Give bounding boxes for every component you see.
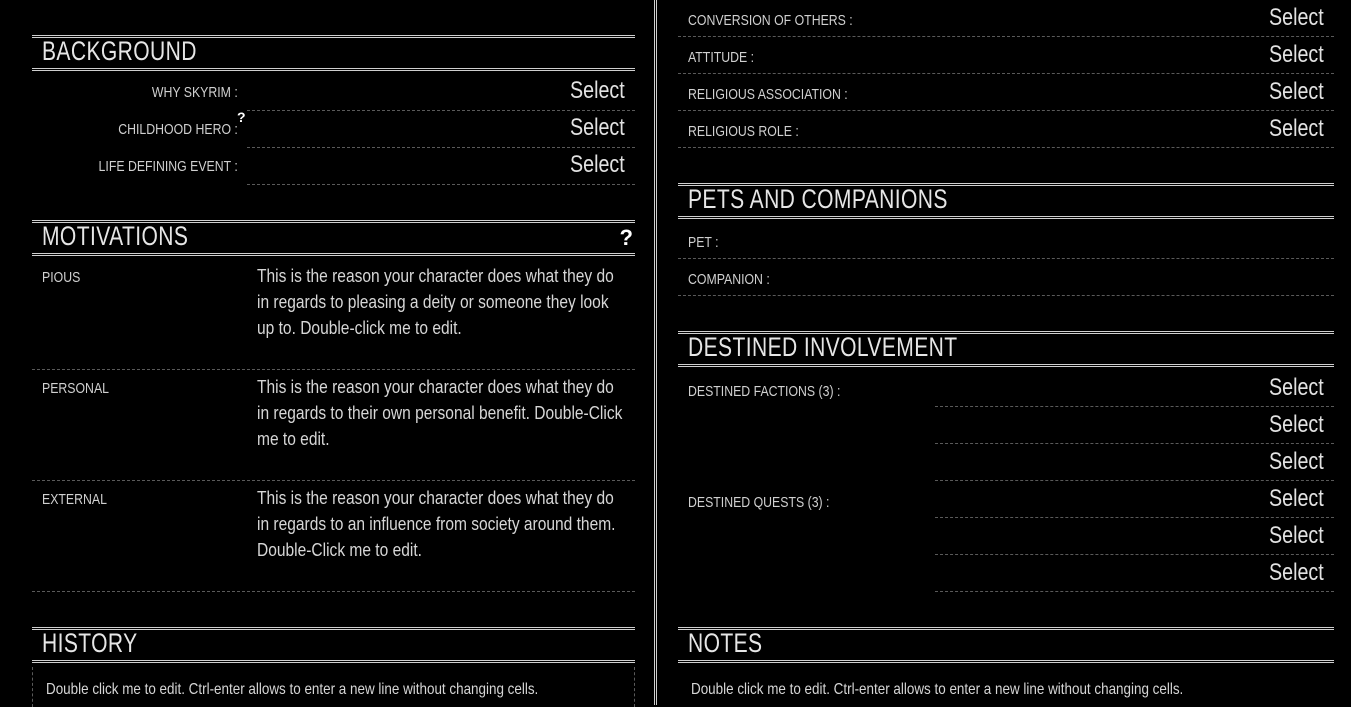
companion-label: COMPANION :: [688, 271, 770, 288]
attitude-select[interactable]: Select: [1269, 41, 1324, 68]
pious-text[interactable]: This is the reason your character does what they do in regards to pleasing a deity or someone they look up to. Double-click me to edit.: [257, 265, 614, 338]
faction-row-1[interactable]: [678, 370, 1334, 407]
attitude-row[interactable]: [678, 37, 1334, 74]
destined-title: DESTINED INVOLVEMENT: [688, 332, 958, 362]
faction-row-3[interactable]: [678, 444, 1334, 481]
why-skyrim-row[interactable]: [32, 74, 635, 111]
destined-factions-label: DESTINED FACTIONS (3) :: [688, 383, 841, 400]
religious-role-row[interactable]: [678, 111, 1334, 148]
childhood-hero-help-icon[interactable]: ?: [237, 109, 246, 125]
motivation-external[interactable]: [32, 481, 635, 592]
destined-quests-label: DESTINED QUESTS (3) :: [688, 494, 830, 511]
faction-row-2[interactable]: [678, 407, 1334, 444]
external-label: EXTERNAL: [42, 491, 107, 508]
religious-association-row[interactable]: [678, 74, 1334, 111]
motivation-personal[interactable]: [32, 370, 635, 481]
pets-header: [678, 183, 1334, 219]
row-divider: [678, 147, 1334, 148]
faction-select-1[interactable]: Select: [1269, 374, 1324, 401]
childhood-hero-row[interactable]: [32, 111, 635, 148]
attitude-label: ATTITUDE :: [688, 49, 755, 66]
pious-label: PIOUS: [42, 269, 81, 286]
history-text: Double click me to edit. Ctrl-enter allows to enter a new line without changing cells.: [46, 681, 539, 698]
notes-title: NOTES: [688, 628, 763, 658]
faction-select-2[interactable]: Select: [1269, 411, 1324, 438]
column-divider: [654, 0, 657, 705]
life-defining-event-select[interactable]: Select: [570, 151, 625, 178]
why-skyrim-select[interactable]: Select: [570, 77, 625, 104]
conversion-select[interactable]: Select: [1269, 4, 1324, 31]
external-text[interactable]: This is the reason your character does what they do in regards to an influence from society around them. Double-Click me to edit.: [257, 487, 616, 560]
personal-label: PERSONAL: [42, 380, 109, 397]
religious-role-select[interactable]: Select: [1269, 115, 1324, 142]
quest-row-1[interactable]: [678, 481, 1334, 518]
background-title: BACKGROUND: [42, 36, 197, 66]
childhood-hero-select[interactable]: Select: [570, 114, 625, 141]
religious-role-label: RELIGIOUS ROLE :: [688, 123, 799, 140]
life-defining-event-row[interactable]: [32, 148, 635, 185]
quest-select-3[interactable]: Select: [1269, 559, 1324, 586]
pet-label: PET :: [688, 234, 719, 251]
companion-row[interactable]: [678, 259, 1334, 296]
conversion-label: CONVERSION OF OTHERS :: [688, 12, 853, 29]
notes-header: [678, 627, 1334, 663]
motivations-help-icon[interactable]: ?: [619, 225, 633, 250]
notes-text-area[interactable]: [678, 667, 1334, 707]
pet-row[interactable]: [678, 222, 1334, 259]
motivations-title: MOTIVATIONS: [42, 221, 189, 251]
motivation-pious[interactable]: [32, 259, 635, 370]
quest-select-2[interactable]: Select: [1269, 522, 1324, 549]
life-defining-event-label: LIFE DEFINING EVENT :: [98, 158, 238, 175]
row-divider: [247, 184, 635, 185]
quest-select-1[interactable]: Select: [1269, 485, 1324, 512]
quest-row-3[interactable]: [678, 555, 1334, 592]
notes-text: Double click me to edit. Ctrl-enter allows to enter a new line without changing cells.: [691, 681, 1184, 698]
history-header: [32, 627, 635, 663]
pets-title: PETS AND COMPANIONS: [688, 184, 948, 214]
faction-select-3[interactable]: Select: [1269, 448, 1324, 475]
conversion-row[interactable]: [678, 0, 1334, 37]
row-divider: [32, 591, 635, 592]
history-title: HISTORY: [42, 628, 138, 658]
personal-text[interactable]: This is the reason your character does what they do in regards to their own personal benefit. Double-Click me to edit.: [257, 376, 623, 449]
motivations-header: [32, 220, 635, 256]
religious-association-label: RELIGIOUS ASSOCIATION :: [688, 86, 848, 103]
childhood-hero-label: CHILDHOOD HERO :: [118, 121, 238, 138]
religious-association-select[interactable]: Select: [1269, 78, 1324, 105]
history-text-area[interactable]: [32, 667, 635, 707]
why-skyrim-label: WHY SKYRIM :: [152, 84, 238, 101]
background-header: [32, 35, 635, 71]
row-divider: [678, 295, 1334, 296]
quest-row-2[interactable]: [678, 518, 1334, 555]
destined-header: [678, 331, 1334, 367]
row-divider: [935, 591, 1334, 592]
